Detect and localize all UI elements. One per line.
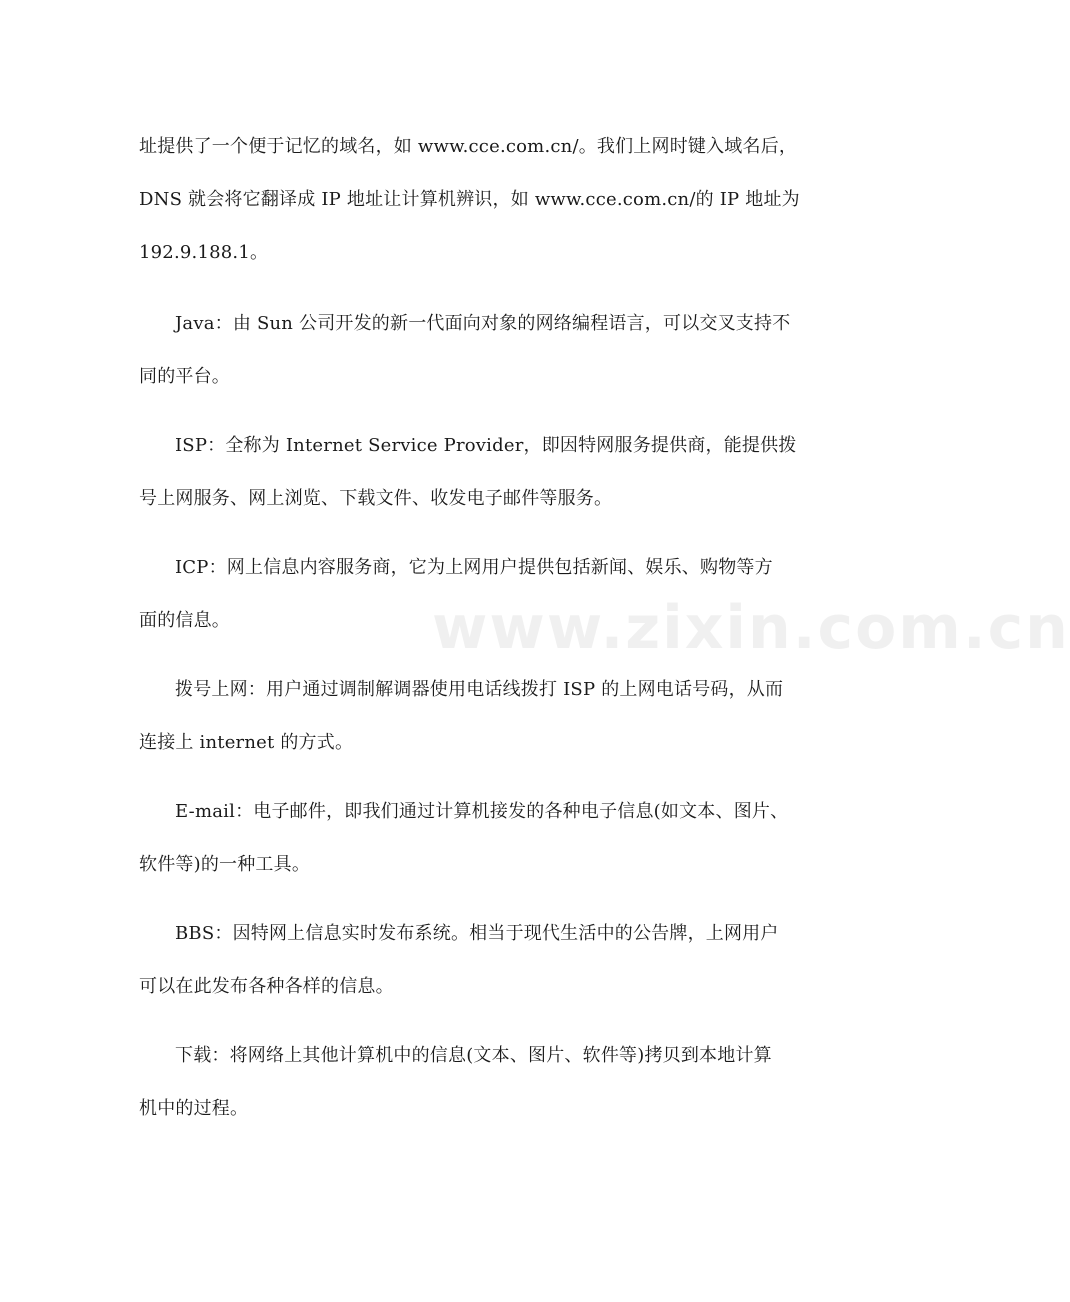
text-line: 192.9.188.1。	[139, 242, 269, 263]
paragraph-email	[139, 785, 789, 891]
text-line: E-mail：电子邮件，即我们通过计算机接发的各种电子信息(如文本、图片、	[175, 801, 789, 822]
paragraph-isp	[139, 419, 797, 525]
text-line: 号上网服务、网上浏览、下载文件、收发电子邮件等服务。	[139, 488, 613, 509]
text-line: ICP：网上信息内容服务商，它为上网用户提供包括新闻、娱乐、购物等方	[175, 557, 773, 578]
watermark-text: www.zixin.com.cn	[432, 593, 1070, 663]
text-line: 软件等)的一种工具。	[139, 854, 311, 875]
text-line: 面的信息。	[139, 610, 230, 631]
paragraph-dns	[139, 120, 800, 279]
text-line: 连接上 internet 的方式。	[139, 732, 354, 753]
text-line: 可以在此发布各种各样的信息。	[139, 976, 394, 997]
text-line: Java：由 Sun 公司开发的新一代面向对象的网络编程语言，可以交叉支持不	[175, 313, 791, 334]
paragraph-bbs	[139, 907, 784, 1013]
text-line: BBS：因特网上信息实时发布系统。相当于现代生活中的公告牌，上网用户	[175, 923, 779, 944]
text-line: 址提供了一个便于记忆的域名，如 www.cce.com.cn/。我们上网时键入域名后，	[139, 136, 798, 157]
text-line: 下载：将网络上其他计算机中的信息(文本、图片、软件等)拷贝到本地计算	[175, 1045, 772, 1066]
text-line: 同的平台。	[139, 366, 230, 387]
paragraph-icp	[139, 541, 784, 647]
text-line: 机中的过程。	[139, 1098, 249, 1119]
paragraph-java	[139, 297, 791, 403]
text-line: DNS 就会将它翻译成 IP 地址让计算机辨识，如 www.cce.com.cn/的 IP 地址为	[139, 189, 800, 210]
document-body	[139, 120, 800, 1151]
paragraph-dialup	[139, 663, 784, 769]
paragraph-download	[139, 1029, 784, 1135]
text-line: ISP：全称为 Internet Service Provider，即因特网服务提供商，能提供拨	[175, 435, 797, 456]
text-line: 拨号上网：用户通过调制解调器使用电话线拨打 ISP 的上网电话号码，从而	[175, 679, 784, 700]
